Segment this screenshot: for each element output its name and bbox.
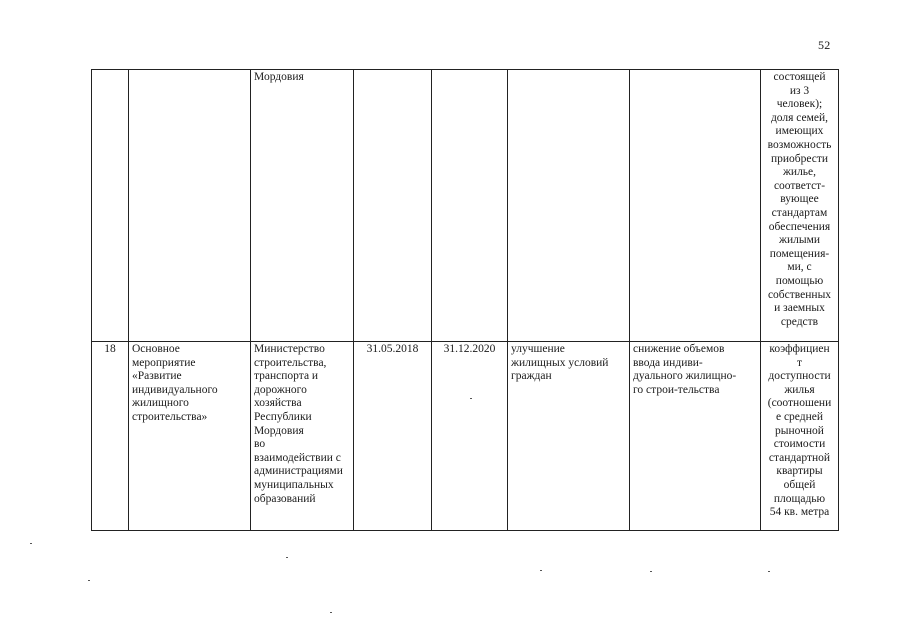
- end-date-cell: 31.12.2020: [432, 342, 508, 531]
- program-measures-table: [91, 69, 839, 531]
- consequence-cell: [630, 70, 761, 342]
- scan-speck: [330, 612, 332, 613]
- page-number: 52: [818, 38, 831, 52]
- measure-cell: Основное мероприятие «Развитие индивидуального жилищного строительства»: [129, 342, 251, 531]
- executor-cell: Министерство строительства, транспорта и дорожного хозяйства Республики Мордовия во взаимодействии с администрациями муниципальных образований: [251, 342, 354, 531]
- table-row: [92, 342, 839, 531]
- scan-speck: [88, 580, 90, 581]
- scan-speck: [286, 557, 288, 558]
- measure-cell: [129, 70, 251, 342]
- row-number-cell: 18: [92, 342, 129, 531]
- indicator-cell: состоящей из 3 человек); доля семей, имеющих возможность приобрести жилье, соответст- вующее стандартам обеспечения жилыми помещения- ми, с помощью собственных и заемных средств: [761, 70, 839, 342]
- executor-cell: Мордовия: [251, 70, 354, 342]
- consequence-cell: снижение объемов ввода индиви- дуального жилищно- го строи-тельства: [630, 342, 761, 531]
- result-cell: улучшение жилищных условий граждан: [508, 342, 630, 531]
- indicator-cell: коэффициен т доступности жилья (соотношени е средней рыночной стоимости стандартной квартиры общей площадью 54 кв. метра: [761, 342, 839, 531]
- start-date-cell: [354, 70, 432, 342]
- row-number-cell: [92, 70, 129, 342]
- scan-speck: [540, 570, 542, 571]
- start-date-cell: 31.05.2018: [354, 342, 432, 531]
- result-cell: [508, 70, 630, 342]
- scan-speck: [768, 571, 770, 572]
- table-row: [92, 70, 839, 342]
- scan-speck: [30, 543, 32, 544]
- scan-speck: [470, 398, 472, 399]
- end-date-cell: [432, 70, 508, 342]
- scan-speck: [650, 571, 652, 572]
